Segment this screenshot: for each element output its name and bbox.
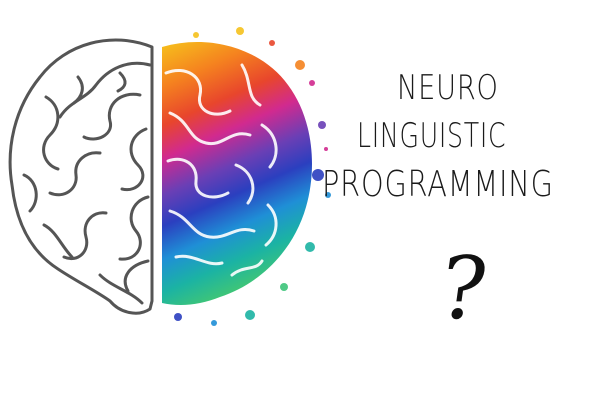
question-mark: ?	[432, 239, 494, 339]
title-line-linguistic: LINGUISTIC	[357, 116, 507, 156]
title-line-neuro: NEURO	[397, 68, 499, 108]
brain-icon	[0, 25, 340, 335]
title-line-programming: PROGRAMMING	[322, 164, 554, 205]
brain-left-outline	[10, 40, 152, 313]
brain-right-painted	[162, 42, 312, 305]
